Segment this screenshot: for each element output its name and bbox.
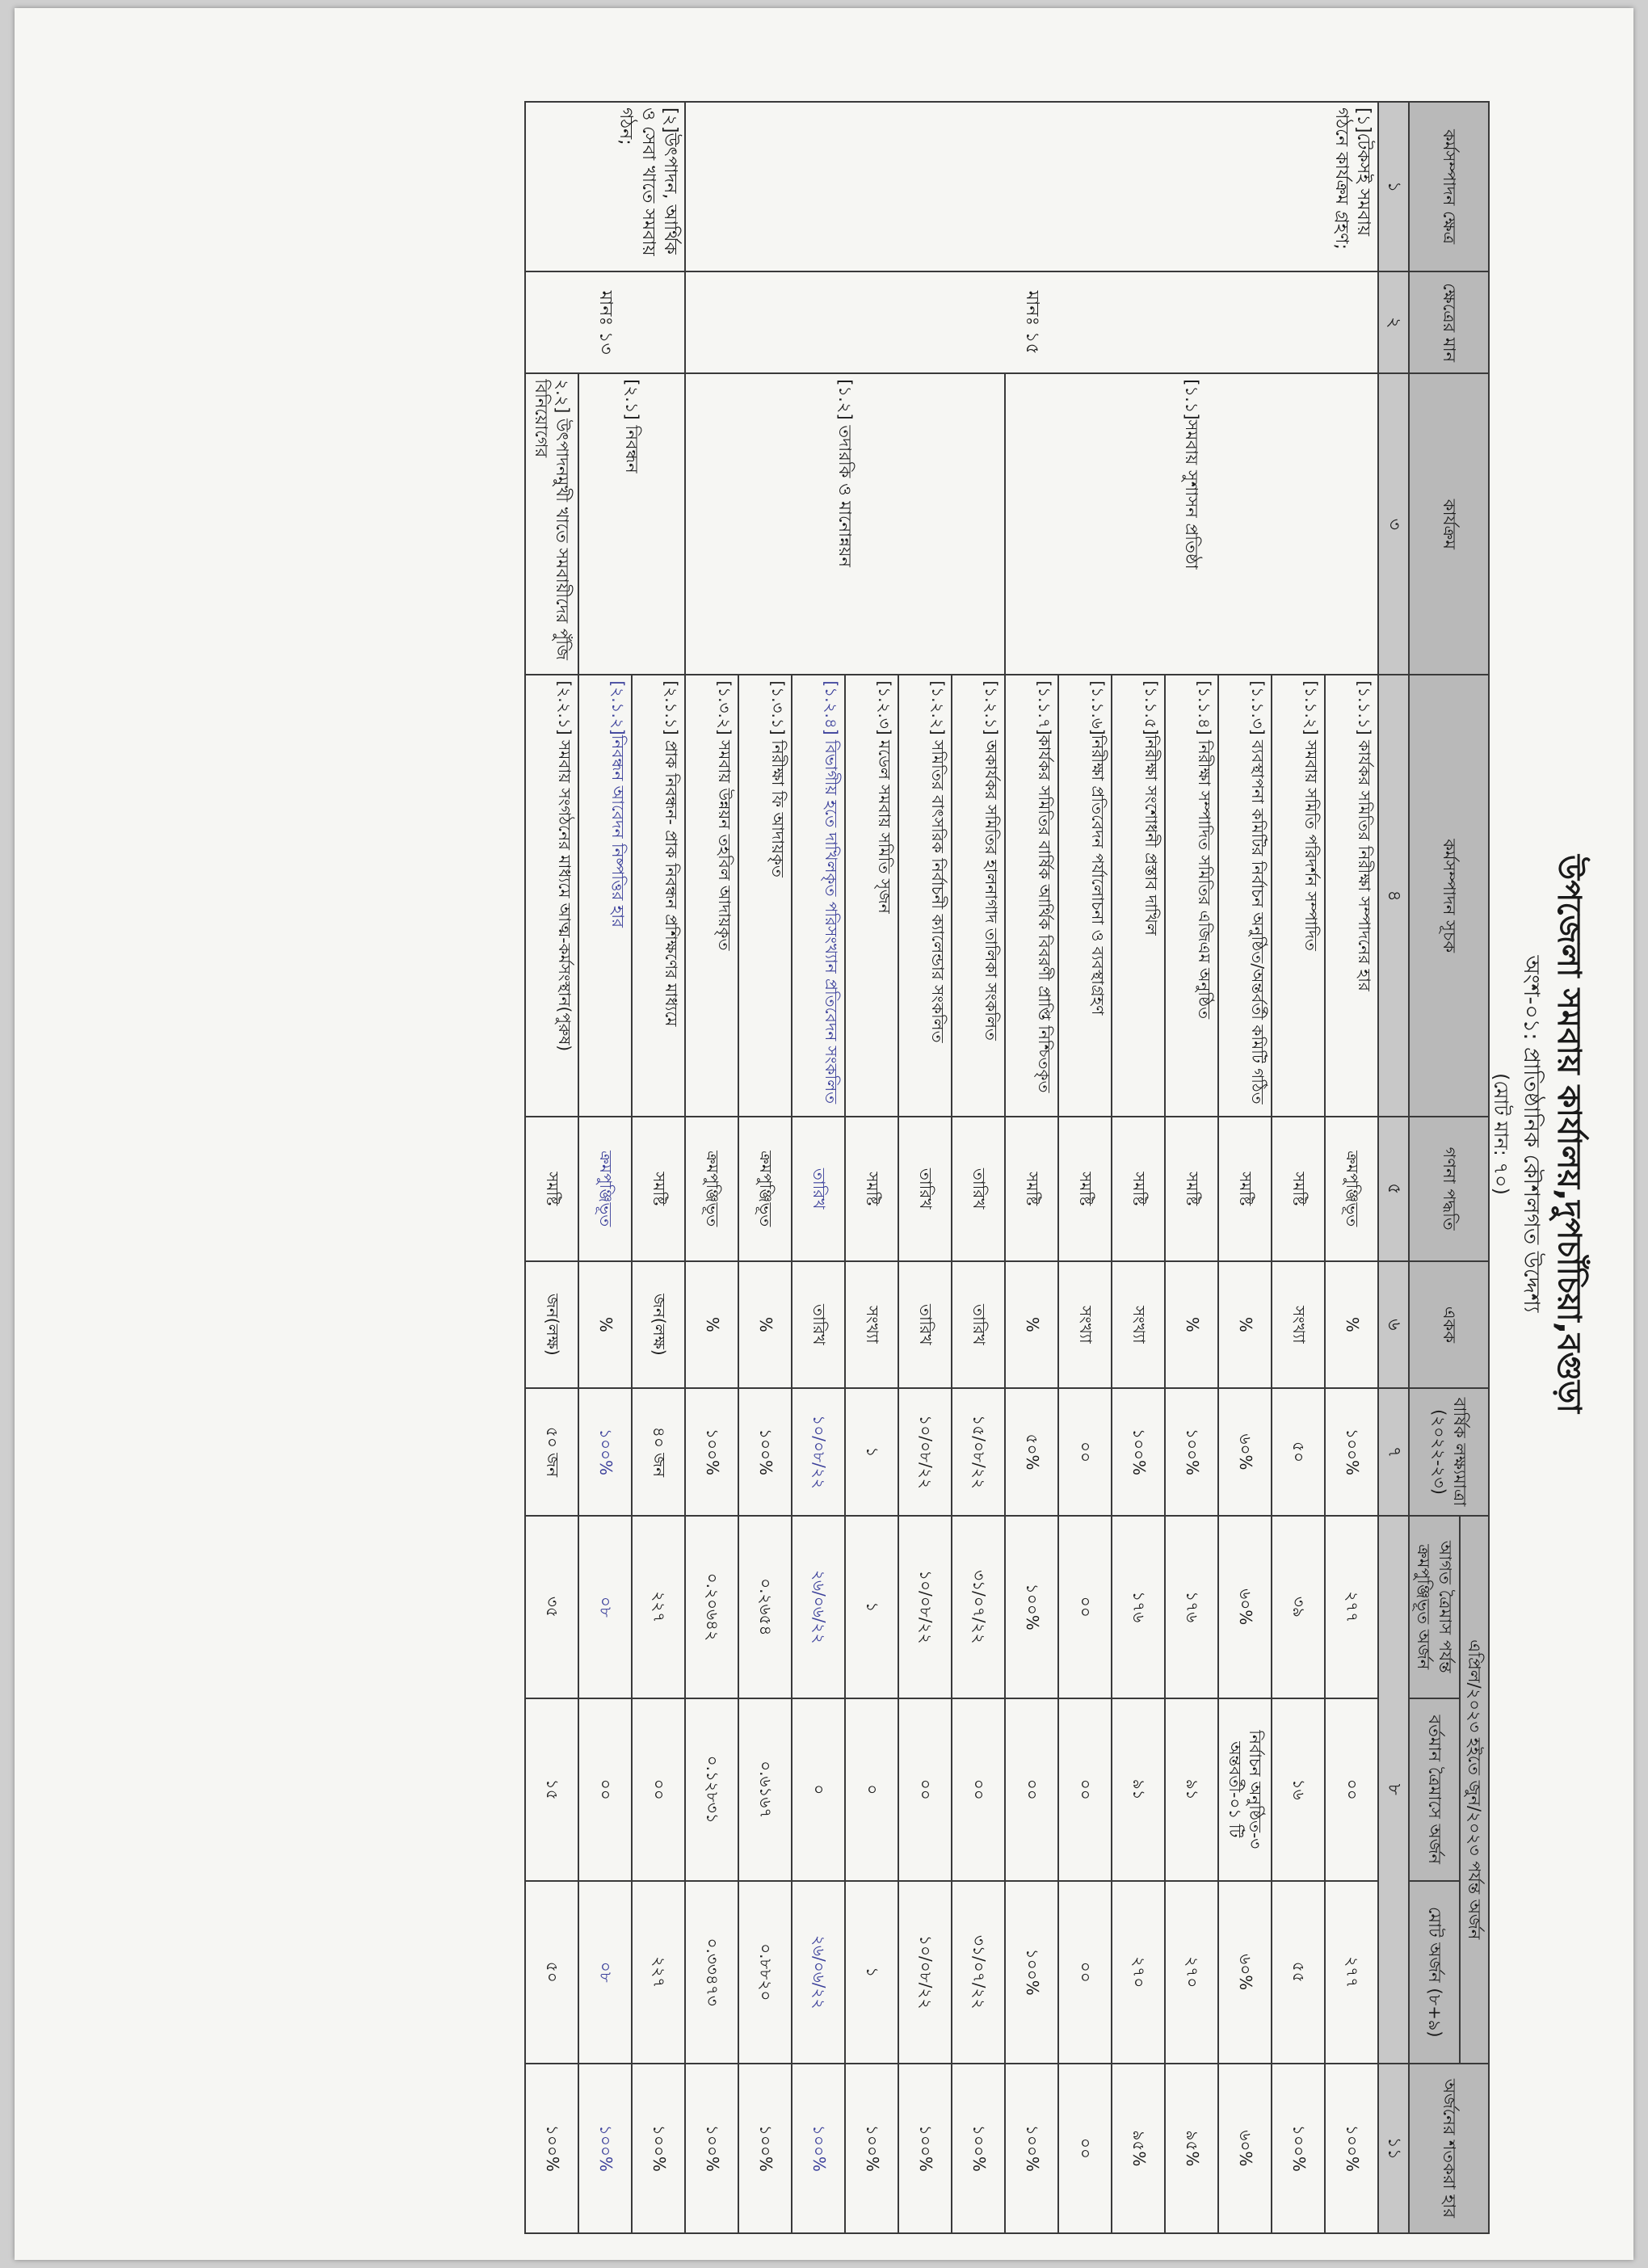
method-cell: ক্রমপুঞ্জিভূত [1325, 1117, 1378, 1261]
total-achieved-cell: ৫০ [525, 1881, 578, 2064]
method-cell: তারিখ [792, 1117, 845, 1261]
unit-cell: % [578, 1261, 632, 1389]
col-num: ৫ [1378, 1117, 1409, 1261]
current-quarter-cell: নির্বাচন অনুষ্ঠিত-৩ অন্তবর্তী-০১ টি [1218, 1698, 1272, 1881]
unit-cell: % [1005, 1261, 1058, 1389]
method-cell: সমষ্টি [1272, 1117, 1325, 1261]
indicator-cell: [১.২.১] অকার্যকর সমিতির হালনাগাদ তালিকা সংকলিত [952, 675, 1005, 1117]
target-cell: ১০০% [1112, 1388, 1165, 1516]
indicator-cell: [১.১.৪] নিরীক্ষা সম্পাদিত সমিতির এজিএম অনুষ্ঠিত [1165, 675, 1218, 1117]
total-achieved-cell: ০.৮৮২০ [738, 1881, 792, 2064]
target-cell: ৬০% [1218, 1388, 1272, 1516]
unit-cell: তারিখ [898, 1261, 952, 1389]
target-cell: ১০০% [1165, 1388, 1218, 1516]
method-cell: তারিখ [898, 1117, 952, 1261]
unit-cell: তারিখ [952, 1261, 1005, 1389]
current-quarter-cell: ০ [792, 1698, 845, 1881]
percent-cell: ১০০% [578, 2064, 632, 2233]
percent-cell: ১০০% [632, 2064, 685, 2233]
indicator-cell: [১.১.৫]নিরীক্ষা সংশোধনী প্রস্তাব দাখিল [1112, 675, 1165, 1117]
indicator-cell: [১.৩.২] সমবায় উন্নয়ন তহবিল আদায়কৃত [685, 675, 738, 1117]
indicator-cell: [১.২.৪] বিভাগীয় হতে দাখিলকৃত পরিসংখ্যান প্রতিবেদন সংকলিত [792, 675, 845, 1117]
method-cell: সমষ্টি [525, 1117, 578, 1261]
area-weight-cell: মানঃ ১৫ [685, 271, 1378, 373]
target-cell: ১৫/০৮/২২ [952, 1388, 1005, 1516]
col-num: ১ [1378, 102, 1409, 271]
percent-cell: ১০০% [952, 2064, 1005, 2233]
area-cell: [১]টেকসই সমবায় গঠনে কার্যক্রম গ্রহণ; [685, 102, 1378, 271]
current-quarter-cell: ১৬ [1272, 1698, 1325, 1881]
col-num: ১১ [1378, 2064, 1409, 2233]
unit-cell: সংখ্যা [1112, 1261, 1165, 1389]
col-num: ৩ [1378, 373, 1409, 675]
method-cell: তারিখ [952, 1117, 1005, 1261]
header-prev-cumulative: আগত ত্রৈমাস পর্যন্ত ক্রমপুঞ্জিভূত অর্জন [1409, 1516, 1460, 1698]
header-unit: একক [1409, 1261, 1489, 1389]
current-quarter-cell: ০০ [952, 1698, 1005, 1881]
col-num: ৮ [1378, 1516, 1409, 2064]
current-quarter-cell: ০০ [1058, 1698, 1112, 1881]
target-cell: ১০০% [578, 1388, 632, 1516]
table-row [952, 102, 1005, 2233]
total-achieved-cell: ৩১/০৭/২২ [952, 1881, 1005, 2064]
section-subtitle: অংশ-০১: প্রাতিষ্ঠানিক কৌশলগত উদ্দেশ্য [1519, 955, 1544, 1313]
activity-cell: [১.১]সমবায় সুশাসন প্রতিষ্ঠা [1005, 373, 1378, 675]
indicator-cell: [২.১.২]নিবন্ধন আবেদন নিষ্পত্তির হার [578, 675, 632, 1117]
indicator-cell: [১.২.২] সমিতির বাৎসরিক নির্বাচনী ক্যালেন্ডার সংকলিত [898, 675, 952, 1117]
activity-cell: ২.২] উৎপাদনমুখী খাতে সমবায়ীদের পুঁজি বিনিয়োগের [525, 373, 578, 675]
indicator-cell: [১.৩.১] নিরীক্ষা ফি আদায়কৃত [738, 675, 792, 1117]
target-cell: ১০/০৮/২২ [898, 1388, 952, 1516]
scanned-page [15, 8, 1633, 2260]
total-achieved-cell: ০.৩৩৪৭৩ [685, 1881, 738, 2064]
current-quarter-cell: ৯১ [1165, 1698, 1218, 1881]
unit-cell: তারিখ [792, 1261, 845, 1389]
current-quarter-cell: ০০ [632, 1698, 685, 1881]
current-quarter-cell: ০০ [1005, 1698, 1058, 1881]
percent-cell: ৬০% [1218, 2064, 1272, 2233]
performance-table [524, 101, 1490, 2234]
prev-cumulative-cell: ৩৫ [525, 1516, 578, 1698]
target-cell: ১ [845, 1388, 898, 1516]
total-achieved-cell: ১০০% [1005, 1881, 1058, 2064]
current-quarter-cell: ০.৬১৬৭ [738, 1698, 792, 1881]
table-row [632, 102, 685, 2233]
total-achieved-cell: ০০ [1058, 1881, 1112, 2064]
method-cell: সমষ্টি [632, 1117, 685, 1261]
prev-cumulative-cell: ০৮ [578, 1516, 632, 1698]
unit-cell: সংখ্যা [1058, 1261, 1112, 1389]
percent-cell: ১০০% [845, 2064, 898, 2233]
unit-cell: % [738, 1261, 792, 1389]
total-achieved-cell: ২২৭ [632, 1881, 685, 2064]
unit-cell: সংখ্যা [1272, 1261, 1325, 1389]
indicator-cell: [১.১.৬]নিরীক্ষা প্রতিবেদন পর্যালোচনা ও ব্যবস্থাগ্রহণ [1058, 675, 1112, 1117]
target-cell: ৫০% [1005, 1388, 1058, 1516]
method-cell: সমষ্টি [1112, 1117, 1165, 1261]
header-achievement-group: এপ্রিল/২০২৩ হইতে জুন/২০২৩ পর্যন্ত অর্জন [1460, 1516, 1489, 2064]
page-title: উপজেলা সমবায় কার্যালয়,দুপচাঁচিয়া,বগুড়া [1550, 855, 1587, 1413]
method-cell: ক্রমপুঞ্জিভূত [738, 1117, 792, 1261]
total-achieved-cell: ১০/০৮/২২ [898, 1881, 952, 2064]
target-cell: ১০০% [685, 1388, 738, 1516]
percent-cell: ১০০% [792, 2064, 845, 2233]
percent-cell: ১০০% [1272, 2064, 1325, 2233]
prev-cumulative-cell: ১০/০৮/২২ [898, 1516, 952, 1698]
header-weight: ক্ষেত্রের মান [1409, 271, 1489, 373]
target-cell: ৫০ জন [525, 1388, 578, 1516]
unit-cell: % [1165, 1261, 1218, 1389]
current-quarter-cell: ৯১ [1112, 1698, 1165, 1881]
target-cell: ১০/০৮/২২ [792, 1388, 845, 1516]
prev-cumulative-cell: ০.২৬৫৪ [738, 1516, 792, 1698]
unit-cell: জন(লক্ষ) [632, 1261, 685, 1389]
table-row [525, 102, 578, 2233]
unit-cell: জন(লক্ষ) [525, 1261, 578, 1389]
unit-cell: % [685, 1261, 738, 1389]
percent-cell: ১০০% [898, 2064, 952, 2233]
method-cell: সমষ্টি [1005, 1117, 1058, 1261]
prev-cumulative-cell: ২৭৭ [1325, 1516, 1378, 1698]
header-target: বার্ষিক লক্ষ্যমাত্রা (২০২২-২৩) [1409, 1388, 1489, 1516]
prev-cumulative-cell: ২২৭ [632, 1516, 685, 1698]
col-num: ৪ [1378, 675, 1409, 1117]
table-row [1325, 102, 1378, 2233]
column-number-row [1378, 102, 1409, 2233]
method-cell: সমষ্টি [1218, 1117, 1272, 1261]
percent-cell: ৯৫% [1112, 2064, 1165, 2233]
method-cell: ক্রমপুঞ্জিভূত [578, 1117, 632, 1261]
total-achieved-cell: ২৭০ [1165, 1881, 1218, 2064]
target-cell: ১০০% [738, 1388, 792, 1516]
total-achieved-cell: ১ [845, 1881, 898, 2064]
percent-cell: ১০০% [525, 2064, 578, 2233]
percent-cell: ১০০% [738, 2064, 792, 2233]
col-num: ৭ [1378, 1388, 1409, 1516]
rotated-sheet [15, 8, 1633, 2260]
header-percent: অর্জনের শতকরা হার [1409, 2064, 1489, 2233]
total-achieved-cell: ৫৫ [1272, 1881, 1325, 2064]
target-cell: ১০০% [1325, 1388, 1378, 1516]
method-cell: ক্রমপুঞ্জিভূত [685, 1117, 738, 1261]
prev-cumulative-cell: ১০০% [1005, 1516, 1058, 1698]
total-achieved-cell: ২৬/০৬/২২ [792, 1881, 845, 2064]
target-cell: ০০ [1058, 1388, 1112, 1516]
current-quarter-cell: ০ [845, 1698, 898, 1881]
prev-cumulative-cell: ৩১/০৭/২২ [952, 1516, 1005, 1698]
percent-cell: ৯৫% [1165, 2064, 1218, 2233]
current-quarter-cell: ০০ [898, 1698, 952, 1881]
total-marks: (মোট মান: ৭০) [1490, 1073, 1512, 1195]
total-achieved-cell: ০৮ [578, 1881, 632, 2064]
prev-cumulative-cell: ০.২০৬৪২ [685, 1516, 738, 1698]
current-quarter-cell: ০০ [1325, 1698, 1378, 1881]
target-cell: ৫০ [1272, 1388, 1325, 1516]
indicator-cell: [১.২.৩] মডেল সমবায় সমিতি সৃজন [845, 675, 898, 1117]
indicator-cell: [২.২.১] সমবায় সংগঠনের মাধ্যমে আত্ম-কর্মসংস্থান(পুরুষ) [525, 675, 578, 1117]
header-total-achieved: মোট অর্জন (৮+৯) [1409, 1881, 1460, 2064]
percent-cell: ১০০% [1325, 2064, 1378, 2233]
area-cell: [২]উৎপাদন, আর্থিক ও সেবা খাতে সমবায় গঠন; [525, 102, 685, 271]
header-activity: কার্যক্রম [1409, 373, 1489, 675]
header-indicator: কর্মসম্পাদন সূচক [1409, 675, 1489, 1117]
prev-cumulative-cell: ৬০% [1218, 1516, 1272, 1698]
target-cell: ৪০ জন [632, 1388, 685, 1516]
percent-cell: ০০ [1058, 2064, 1112, 2233]
prev-cumulative-cell: ১ [845, 1516, 898, 1698]
prev-cumulative-cell: ৩৯ [1272, 1516, 1325, 1698]
indicator-cell: [২.১.১] প্রাক নিবন্ধন- প্রাক নিবন্ধন প্রশিক্ষণের মাধ্যমে [632, 675, 685, 1117]
percent-cell: ১০০% [685, 2064, 738, 2233]
current-quarter-cell: ১৫ [525, 1698, 578, 1881]
table-body [525, 102, 1409, 2233]
total-achieved-cell: ২৭০ [1112, 1881, 1165, 2064]
col-num: ২ [1378, 271, 1409, 373]
current-quarter-cell: ০০ [578, 1698, 632, 1881]
current-quarter-cell: ০.১২৮৩১ [685, 1698, 738, 1881]
unit-cell: সংখ্যা [845, 1261, 898, 1389]
prev-cumulative-cell: ২৬/০৬/২২ [792, 1516, 845, 1698]
total-achieved-cell: ২৭৭ [1325, 1881, 1378, 2064]
method-cell: সমষ্টি [845, 1117, 898, 1261]
indicator-cell: [১.১.৭]কার্যকর সমিতির বার্ষিক আর্থিক বিবরণী প্রাপ্তি নিশ্চিতকৃত [1005, 675, 1058, 1117]
prev-cumulative-cell: ১৭৬ [1112, 1516, 1165, 1698]
col-num: ৬ [1378, 1261, 1409, 1389]
prev-cumulative-cell: ০০ [1058, 1516, 1112, 1698]
indicator-cell: [১.১.১] কার্যকর সমিতির নিরীক্ষা সম্পাদনের হার [1325, 675, 1378, 1117]
indicator-cell: [১.১.২] সমবায় সমিতি পরিদর্শন সম্পাদিত [1272, 675, 1325, 1117]
indicator-cell: [১.১.৩] ব্যবস্থাপনা কমিটির নির্বাচন অনুষ্ঠিত/অন্তর্বর্তী কমিটি গঠিত [1218, 675, 1272, 1117]
header-method: গণনা পদ্ধতি [1409, 1117, 1489, 1261]
unit-cell: % [1325, 1261, 1378, 1389]
unit-cell: % [1218, 1261, 1272, 1389]
area-weight-cell: মানঃ ১৩ [525, 271, 685, 373]
activity-cell: [২.১] নিবন্ধন [578, 373, 685, 675]
method-cell: সমষ্টি [1058, 1117, 1112, 1261]
method-cell: সমষ্টি [1165, 1117, 1218, 1261]
prev-cumulative-cell: ১৭৬ [1165, 1516, 1218, 1698]
header-current-quarter: বর্তমান ত্রৈমাসে অর্জন [1409, 1698, 1460, 1881]
activity-cell: [১.২] তদারকি ও মানোন্নয়ন [685, 373, 1005, 675]
total-achieved-cell: ৬০% [1218, 1881, 1272, 2064]
header-area: কর্মসম্পাদন ক্ষেত্র [1409, 102, 1489, 271]
percent-cell: ১০০% [1005, 2064, 1058, 2233]
